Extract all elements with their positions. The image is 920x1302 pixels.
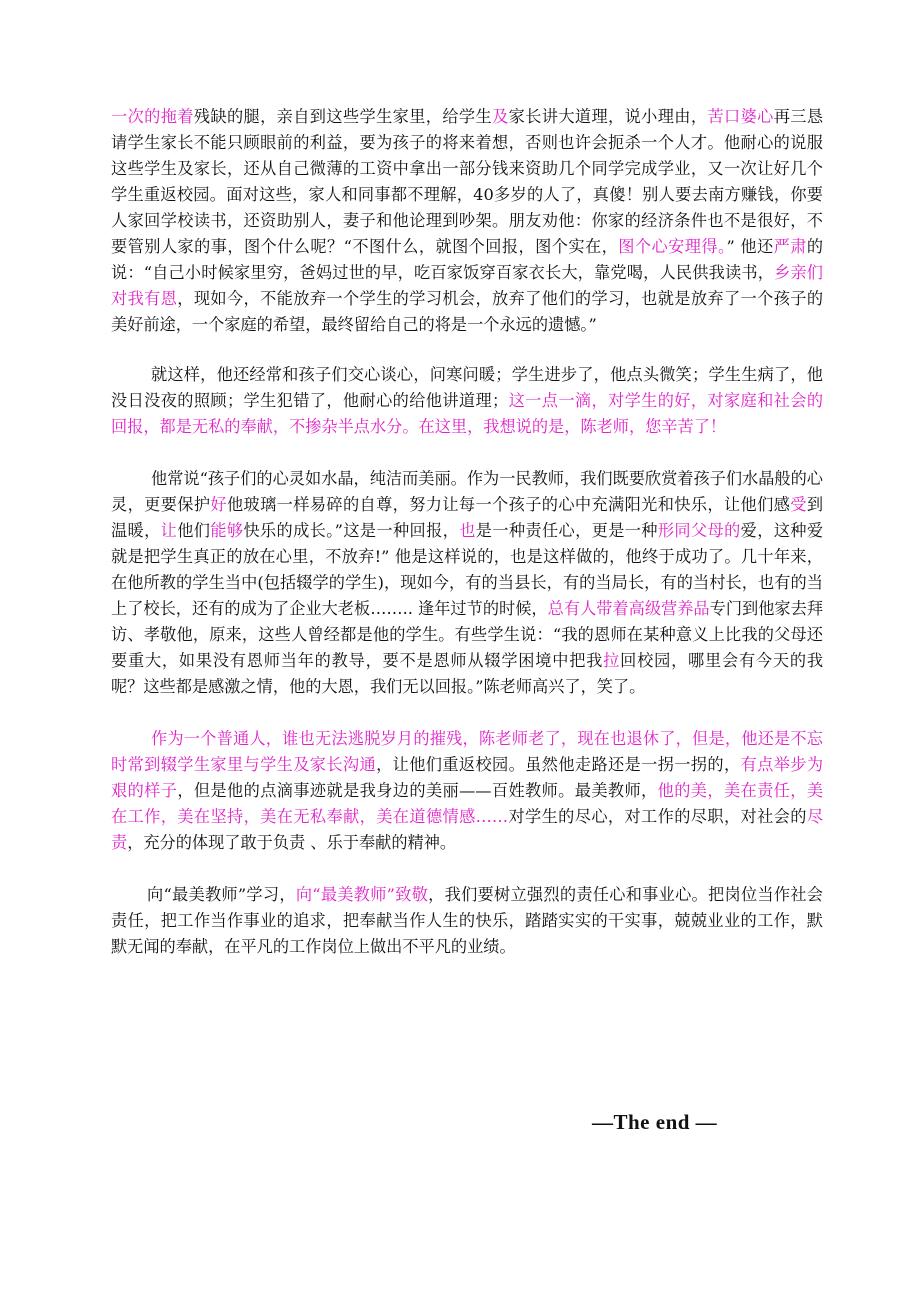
document-body <box>111 104 823 960</box>
text-segment: ” 他还 <box>726 237 774 256</box>
text-segment: 尽责 <box>111 807 824 852</box>
text-segment: 他的美，美在责任，美在工作，美在坚持，美在无私奉献，美在道德情感…… <box>111 781 824 826</box>
text-segment: 严肃 <box>773 237 807 256</box>
text-segment: 的说：“自己小时候家里穷，爸妈过世的早，吃百家饭穿百家衣长大，靠党喝，人民供我读书， <box>111 237 824 282</box>
text-segment: 他们 <box>177 521 211 540</box>
text-segment: ，充分的体现了敢于负责 、乐于奉献的精神。 <box>127 833 457 852</box>
text-segment: 爱，这种爱就是把学生真正的放在心里，不放弃!” 他是这样说的，也是这样做的，他终于成功了。几十年来，在他所教的学生当中(包括辍学的学生)，现如今，有的当县长，有的当局长，有的当村长，也有的当上了校长，还有的成为了企业大老板…….. 逢年过节的时候， <box>111 521 824 618</box>
text-segment: 苦口婆心 <box>707 107 774 126</box>
text-segment: 再三恳请学生家长不能只顾眼前的利益，要为孩子的将来着想，否则也许会扼杀一个人才。他耐心的说服这些学生及家长，还从自己微薄的工资中拿出一部分钱来资助几个同学完成学业，又一次让好几个学生重返校园。面对这些，家人和同事都不理解，40多岁的人了，真傻！别人要去南方赚钱，你要人家回学校读书，还资助别人，妻子和他论理到吵架。朋友劝他：你家的经济条件也不是很好，不要管别人家的事，图个什么呢？“不图什么，就图个回报，图个实在， <box>111 107 824 256</box>
text-segment: 家长讲大道理，说小理由， <box>508 107 708 126</box>
text-segment: 是一种责任心，更是一种 <box>475 521 658 540</box>
text-segment: 一次的拖着 <box>111 107 194 126</box>
text-segment: 残缺的腿，亲自到这些学生家里，给学生 <box>193 107 493 126</box>
text-segment: 好 <box>210 495 227 514</box>
text-segment: 这一点一滴，对学生的好，对家庭和社会的回报，都是无私的奉献，不掺杂半点水分。在这里，我想说的是，陈老师，您辛苦了！ <box>111 391 824 436</box>
text-segment: 让 <box>160 521 178 540</box>
text-segment: 形同父母的 <box>657 521 741 540</box>
text-segment: 他常说“孩子们的心灵如水晶，纯洁而美丽。作为一民教师，我们既要欣赏着孩子们水晶般的心灵，更要保护 <box>111 469 823 514</box>
text-segment: 能够 <box>210 521 244 540</box>
text-segment: 受 <box>790 495 807 514</box>
text-segment: 有点举步为艰的样子 <box>111 755 824 800</box>
text-segment: 及 <box>492 107 509 126</box>
text-segment: 拉 <box>603 651 621 670</box>
text-segment: 总有人带着高级营养品 <box>547 599 710 618</box>
text-segment: ，现如今，不能放弃一个学生的学习机会，放弃了他们的学习，也就是放弃了一个孩子的美好前途，一个家庭的希望，最终留给自己的将是一个永远的遗憾。” <box>111 289 824 334</box>
text-segment: 对学生的尽心，对工作的尽职，对社会的 <box>508 807 807 826</box>
text-segment: 回校园，哪里会有今天的我呢？这些都是感激之情，他的大恩，我们无以回报。”陈老师高兴了，笑了。 <box>111 651 824 696</box>
text-segment: 向“最美教师”致敬 <box>295 885 429 904</box>
the-end-label: —The end — <box>592 1110 718 1134</box>
text-segment: 向“最美教师”学习， <box>147 885 296 904</box>
text-segment: 就这样，他还经常和孩子们交心谈心，问寒问暖；学生进步了，他点头微笑；学生生病了，他没日没夜的照顾；学生犯错了，他耐心的给他讲道理； <box>111 365 823 410</box>
paragraph-conclusion <box>111 882 823 960</box>
paragraph-story <box>111 104 823 338</box>
text-segment: 图个心安理得。 <box>618 237 727 256</box>
text-segment: 快乐的成长。”这是一种回报， <box>243 521 460 540</box>
text-segment: 专门到他家去拜访、孝敬他，原来，这些人曾经都是他的学生。有些学生说：“我的恩师在某种意义上比我的父母还要重大，如果没有恩师当年的教导，要不是恩师从辍学困境中把我 <box>111 599 824 670</box>
text-segment: 作为一个普通人，谁也无法逃脱岁月的摧残，陈老师老了，现在也退休了，但是，他还是不忘时常到辍学生家里与学生及家长沟通 <box>111 729 823 774</box>
text-segment: ，但是他的点滴事迹就是我身边的美丽——百姓教师。最美教师， <box>177 781 658 800</box>
text-segment: 他玻璃一样易碎的自尊，努力让每一个孩子的心中充满阳光和快乐，让他们感 <box>226 495 791 514</box>
text-segment: 到温暖， <box>111 495 824 540</box>
text-segment: 也 <box>459 521 476 540</box>
paragraph-care <box>111 362 823 440</box>
text-segment: ，我们要树立强烈的责任心和事业心。把岗位当作社会责任，把工作当作事业的追求，把奉献当作人生的快乐，踏踏实实的干实事，兢兢业业的工作，默默无闻的奉献，在平凡的工作岗位上做出不平凡的业绩。 <box>111 885 823 956</box>
paragraph-retired <box>111 726 823 856</box>
text-segment: 乡亲们对我有恩 <box>111 263 823 308</box>
text-segment: ，让他们重返校园。虽然他走路还是一拐一拐的， <box>376 755 741 774</box>
paragraph-quote <box>111 466 823 700</box>
